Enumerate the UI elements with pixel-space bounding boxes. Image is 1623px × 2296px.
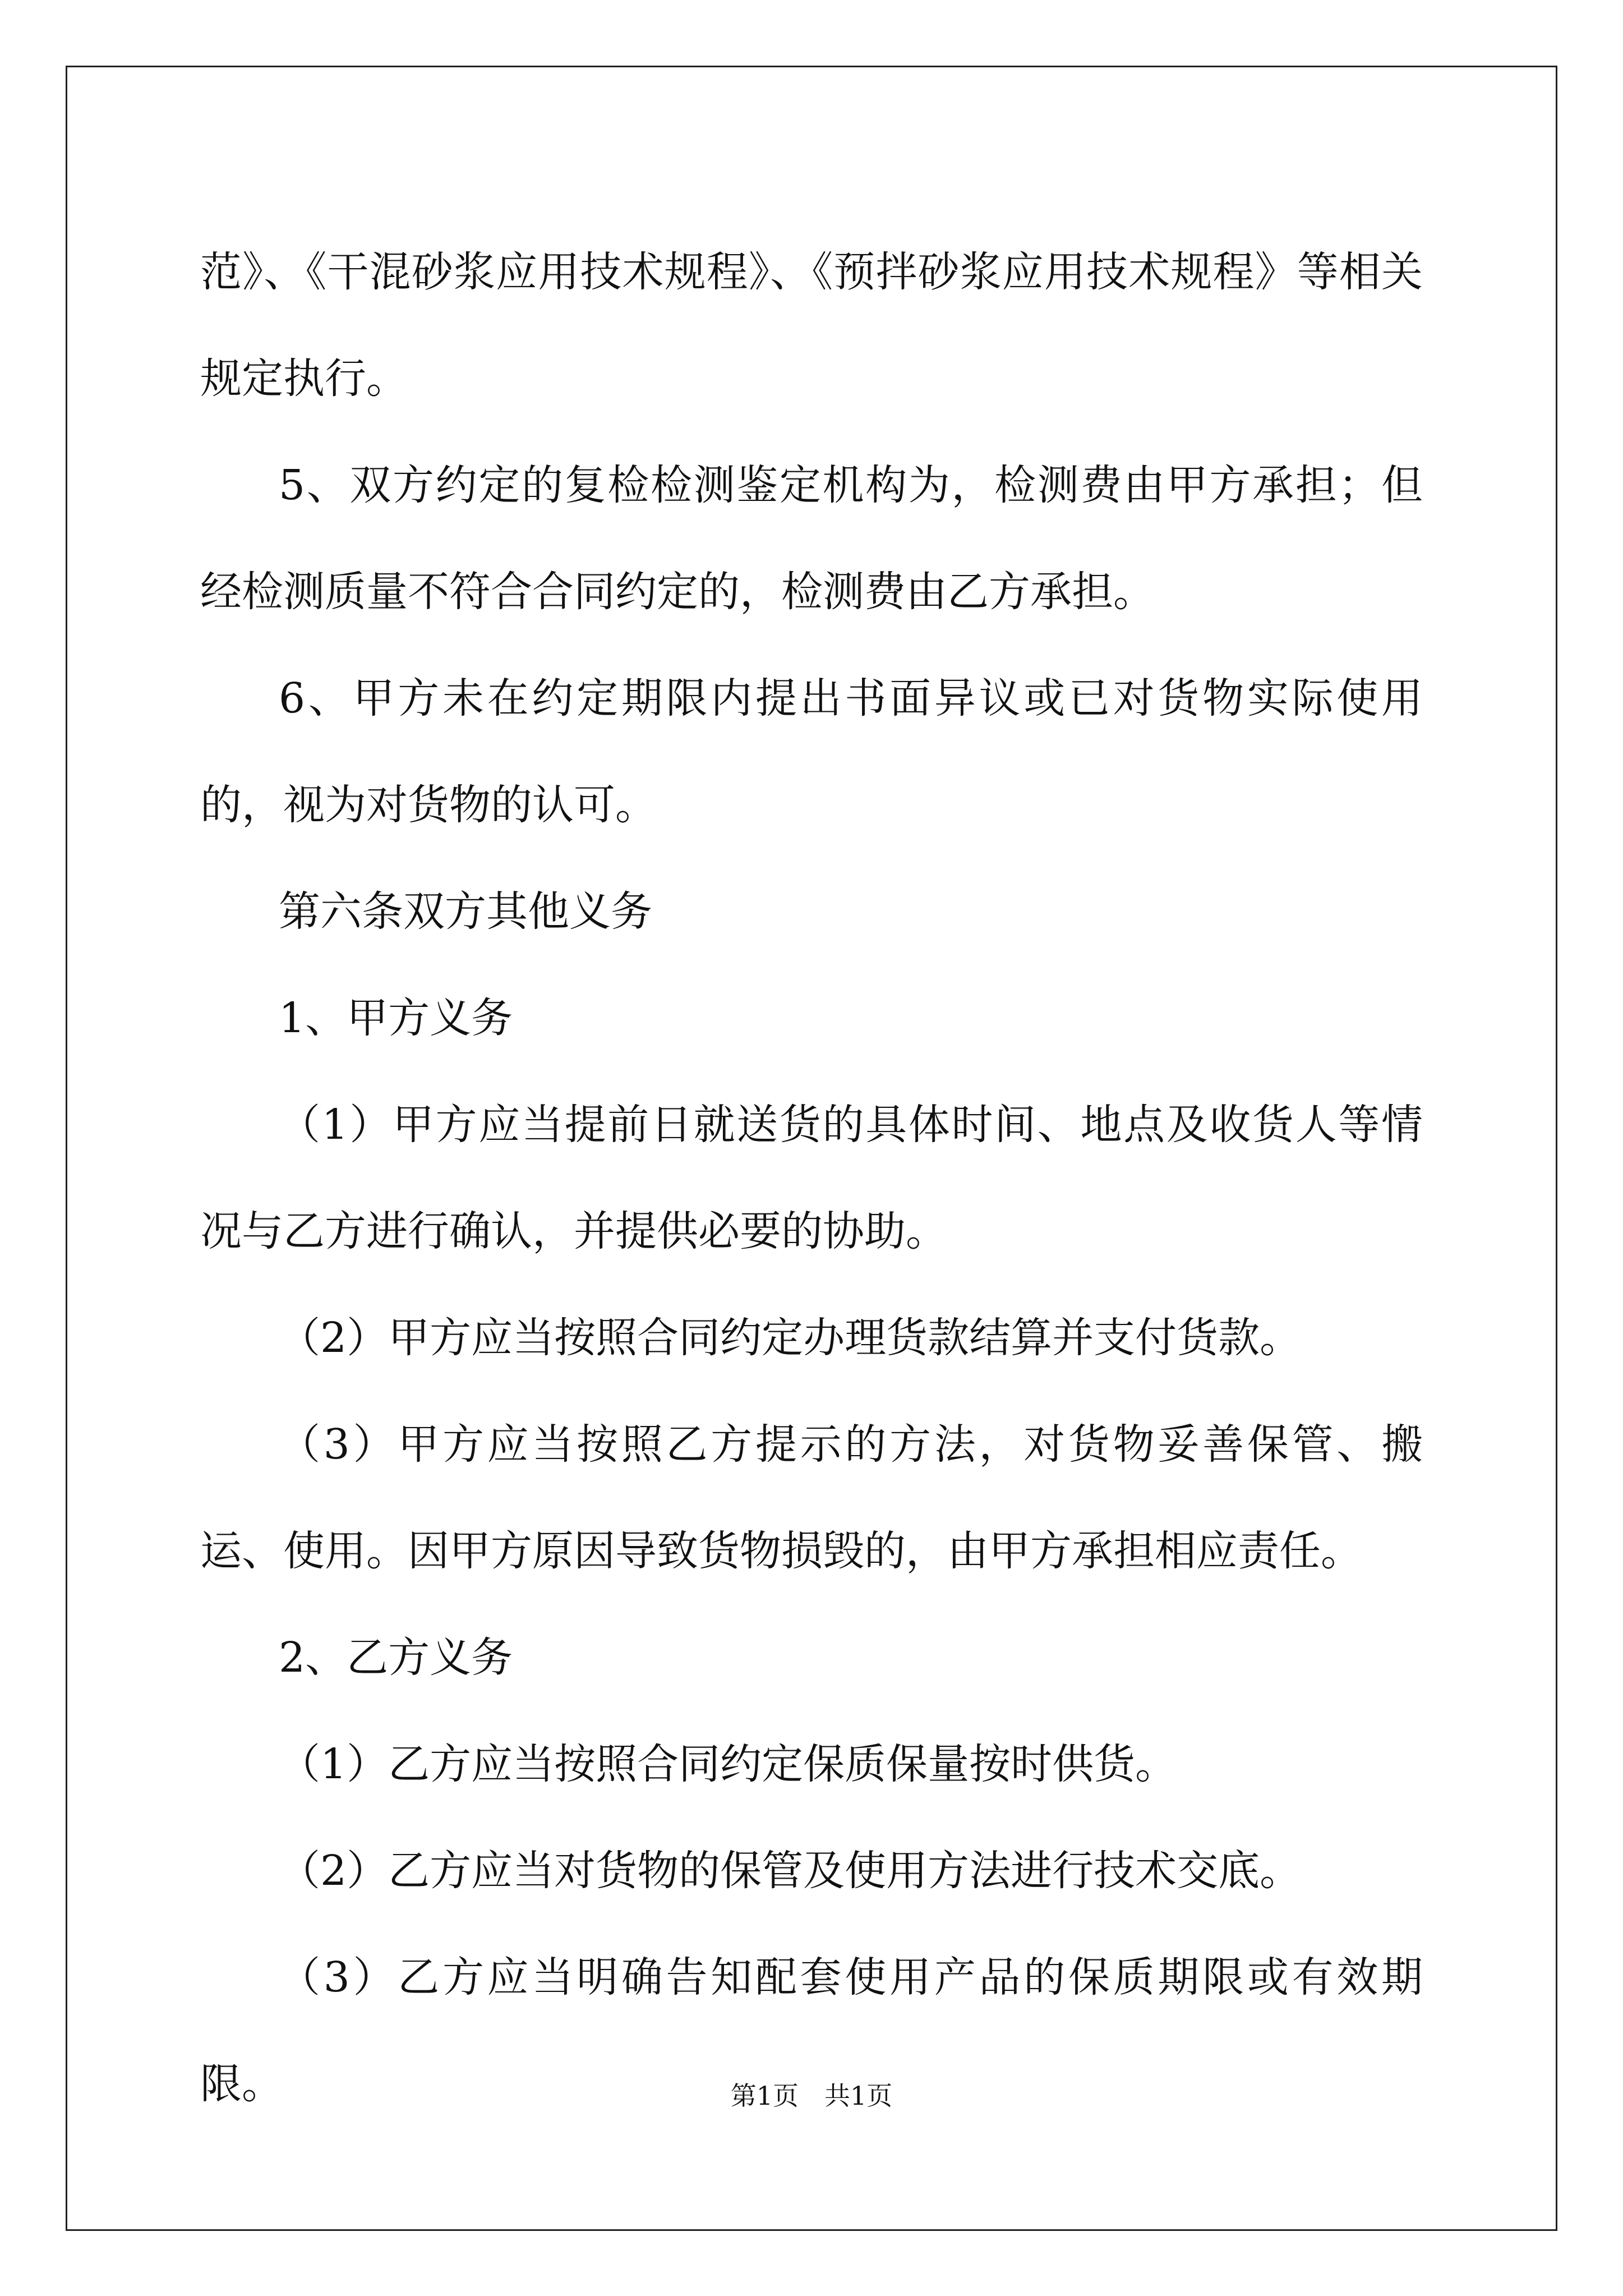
paragraph-clause-6: 6、甲方未在约定期限内提出书面异议或已对货物实际使用的，视为对货物的认可。 [200, 674, 1423, 829]
paragraph-party-a-item-1: （1）甲方应当提前日就送货的具体时间、地点及收货人等情况与乙方进行确认，并提供必要的协助。 [200, 1101, 1423, 1255]
section-heading-article-6: 第六条双方其他义务 [279, 887, 652, 936]
subheading-party-b-obligations: 2、乙方义务 [279, 1634, 513, 1682]
paragraph-party-a-item-3: （3）甲方应当按照乙方提示的方法，对货物妥善保管、搬运、使用。因甲方原因导致货物损毁的，由甲方承担相应责任。 [200, 1420, 1423, 1575]
paragraph-party-b-item-3: （3）乙方应当明确告知配套使用产品的保质期限或有效期限。 [200, 1953, 1423, 2108]
paragraph-party-b-item-2: （2）乙方应当对货物的保管及使用方法进行技术交底。 [279, 1847, 1302, 1895]
paragraph-clause-5: 5、双方约定的复检检测鉴定机构为，检测费由甲方承担；但经检测质量不符合合同约定的，检测费由乙方承担。 [200, 461, 1423, 616]
page-number-footer: 第1页 共1页 [730, 2081, 893, 2111]
paragraph-party-a-item-2: （2）甲方应当按照合同约定办理货款结算并支付货款。 [279, 1314, 1302, 1362]
paragraph-continuation: 范》、《干混砂浆应用技术规程》、《预拌砂浆应用技术规程》等相关规定执行。 [200, 248, 1423, 403]
subheading-party-a-obligations: 1、甲方义务 [279, 994, 513, 1042]
document-body [200, 219, 1423, 2137]
paragraph-party-b-item-1: （1）乙方应当按照合同约定保质保量按时供货。 [279, 1740, 1177, 1788]
